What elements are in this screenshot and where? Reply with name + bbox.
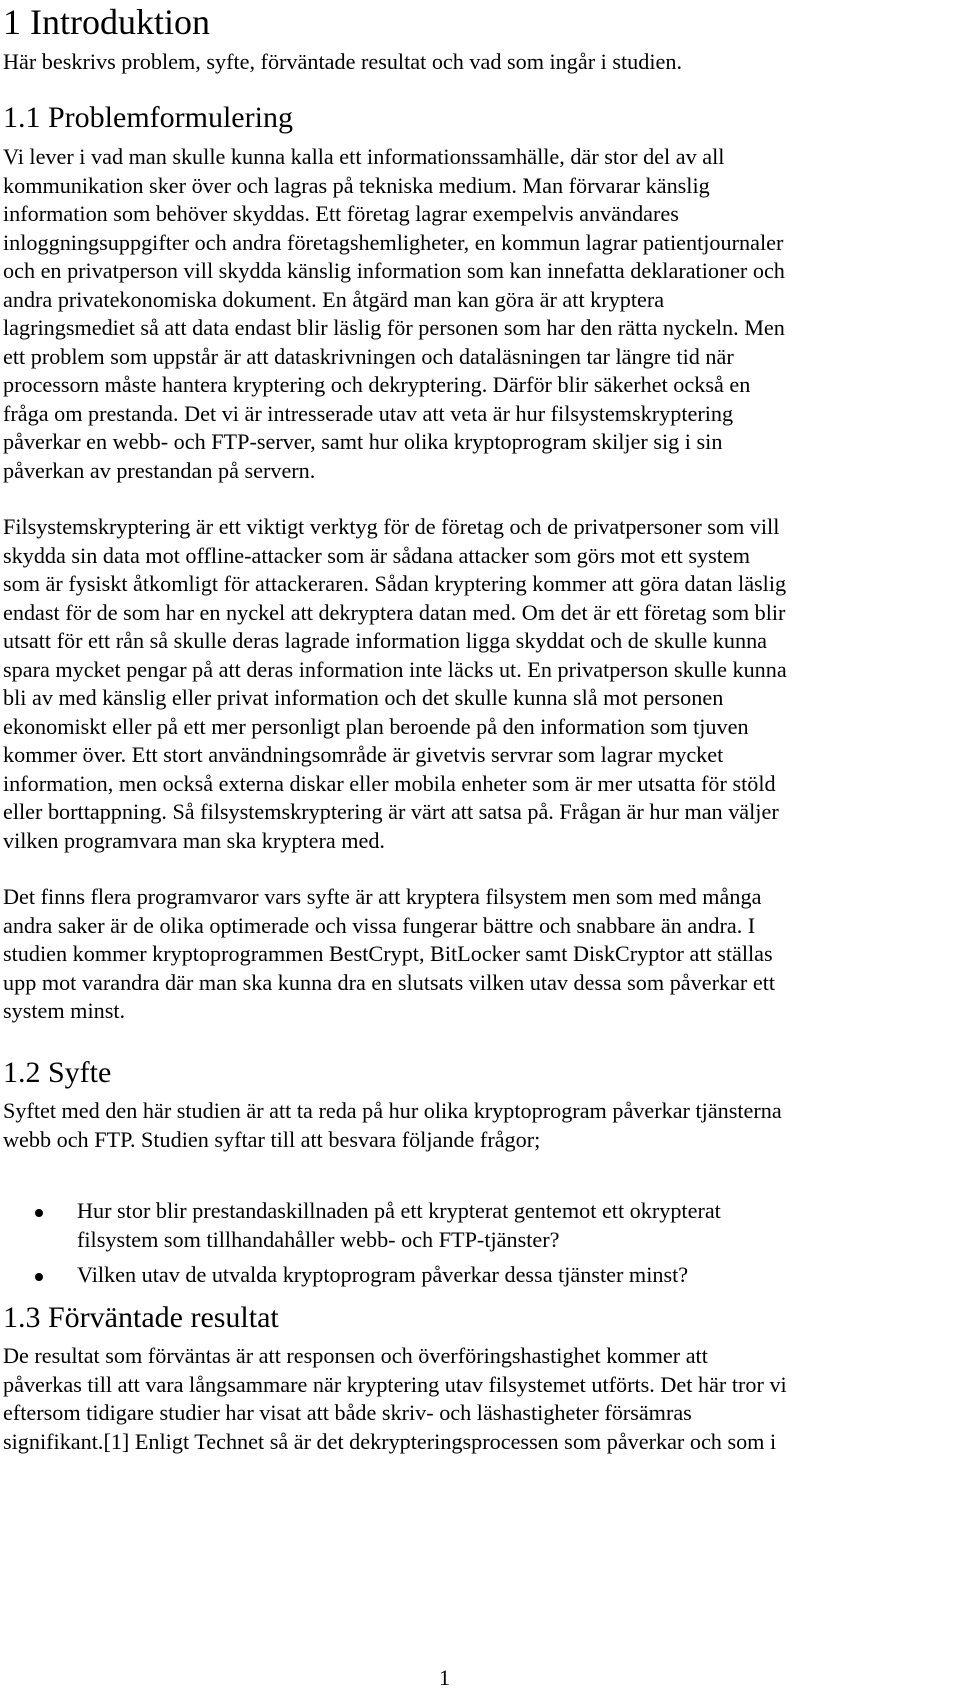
text-line: Filsystemskryptering är ett viktigt verktyg för de företag och de privatpersoner som vill [3,514,780,539]
text-line: upp mot varandra där man ska kunna dra en slutsats vilken utav dessa som påverkar ett [3,969,776,995]
bullet-icon [35,1209,43,1217]
text-line: filsystem som tillhandahåller webb- och FTP-tjänster? [77,1226,560,1252]
text-line: lagringsmediet så att data endast blir läslig för personen som har den rätta nyckeln. Men [3,315,785,340]
text-line: fråga om prestanda. Det vi är intresserade utav att veta är hur filsystemskryptering [3,400,734,426]
text-line: processorn måste hantera kryptering och dekryptering. Därför blir säkerhet också en [3,372,751,397]
paragraph-resultat [3,1342,937,1456]
text-line: som är fysiskt åtkomligt för attackeraren. Sådan kryptering kommer att göra datan läslig [3,571,787,596]
text-line: utsatt för ett rån så skulle deras lagrade information ligga skyddat och de skulle kunna [3,628,768,653]
chapter-heading: 1 Introduktion [3,2,210,42]
text-line: information, men också externa diskar eller mobila enheter som är mer utsatta för stöld [3,770,776,796]
text-line: och en privatperson vill skydda känslig information som kan innefatta deklarationer och [3,258,785,283]
text-line: påverkan av prestandan på servern. [3,457,316,483]
text-line: De resultat som förväntas är att responsen och överföringshastighet kommer att [3,1343,708,1368]
paragraph-problem-2 [3,513,937,855]
text-line: Hur stor blir prestandaskillnaden på ett krypterat gentemot ett okrypterat [77,1198,721,1223]
text-line: Det finns flera programvaror vars syfte är att kryptera filsystem men som med många [3,884,762,909]
text-line: eftersom tidigare studier har visat att både skriv- och läshastigheter försämras [3,1400,692,1425]
text-line: Syftet med den här studien är att ta reda på hur olika kryptoprogram påverkar tjänsterna [3,1098,782,1123]
text-line: ekonomiskt eller på ett mer personligt plan beroende på den information som tjuven [3,713,749,739]
text-line: bli av med känslig eller privat information och det skulle kunna slå mot personen [3,685,724,710]
paragraph-problem-1 [3,143,937,485]
section-heading-problemformulering: 1.1 Problemformulering [3,101,293,134]
text-line: spara mycket pengar på att deras information inte läcks ut. En privatperson skulle kunna [3,656,787,682]
text-line: webb och FTP. Studien syftar till att besvara följande frågor; [3,1126,541,1152]
text-line: andra saker är de olika optimerade och vissa fungerar bättre och snabbare än andra. I [3,912,756,938]
intro-paragraph: Här beskrivs problem, syfte, förväntade resultat och vad som ingår i studien. [3,49,683,74]
text-line: kommer över. Ett stort användningsområde är givetvis servrar som lagrar mycket [3,742,724,767]
text-line: information som behöver skyddas. Ett företag lagrar exempelvis användares [3,201,679,226]
text-line: vilken programvara man ska kryptera med. [3,827,385,853]
text-line: andra privatekonomiska dokument. En åtgärd man kan göra är att kryptera [3,286,665,312]
text-line: påverkas till att vara långsammare när kryptering utav filsystemet utförts. Det här tror vi [3,1371,787,1397]
text-line: Vi lever i vad man skulle kunna kalla ett informationssamhälle, där stor del av all [3,144,725,169]
text-line: skydda sin data mot offline-attacker som är sådana attacker som görs mot ett system [3,542,750,568]
bullet-icon [35,1273,43,1281]
text-line: signifikant.[1] Enligt Technet så är det dekrypteringsprocessen som påverkar och som i [3,1428,777,1454]
list-item [3,1197,937,1254]
text-line: studien kommer kryptoprogrammen BestCrypt, BitLocker samt DiskCryptor att ställas [3,941,773,966]
paragraph-syfte [3,1097,937,1154]
paragraph-problem-3 [3,883,937,1026]
text-line: kommunikation sker över och lagras på tekniska medium. Man förvarar känslig [3,172,710,198]
text-line: påverkar en webb- och FTP-server, samt hur olika kryptoprogram skiljer sig i sin [3,429,723,454]
page-number: 1 [439,1665,450,1690]
text-line: Vilken utav de utvalda kryptoprogram påverkar dessa tjänster minst? [77,1262,689,1287]
text-line: endast för de som har en nyckel att dekryptera datan med. Om det är ett företag som blir [3,599,786,625]
text-line: inloggningsuppgifter och andra företagshemligheter, en kommun lagrar patientjournaler [3,229,784,255]
section-heading-forvantade-resultat: 1.3 Förväntade resultat [3,1301,279,1334]
section-heading-syfte: 1.2 Syfte [3,1056,112,1089]
text-line: ett problem som uppstår är att dataskrivningen och dataläsningen tar längre tid när [3,343,734,369]
research-questions-list [3,1197,937,1297]
text-line: system minst. [3,998,126,1023]
list-item [3,1261,937,1290]
text-line: eller borttappning. Så filsystemskryptering är värt att satsa på. Frågan är hur man väljer [3,799,779,824]
